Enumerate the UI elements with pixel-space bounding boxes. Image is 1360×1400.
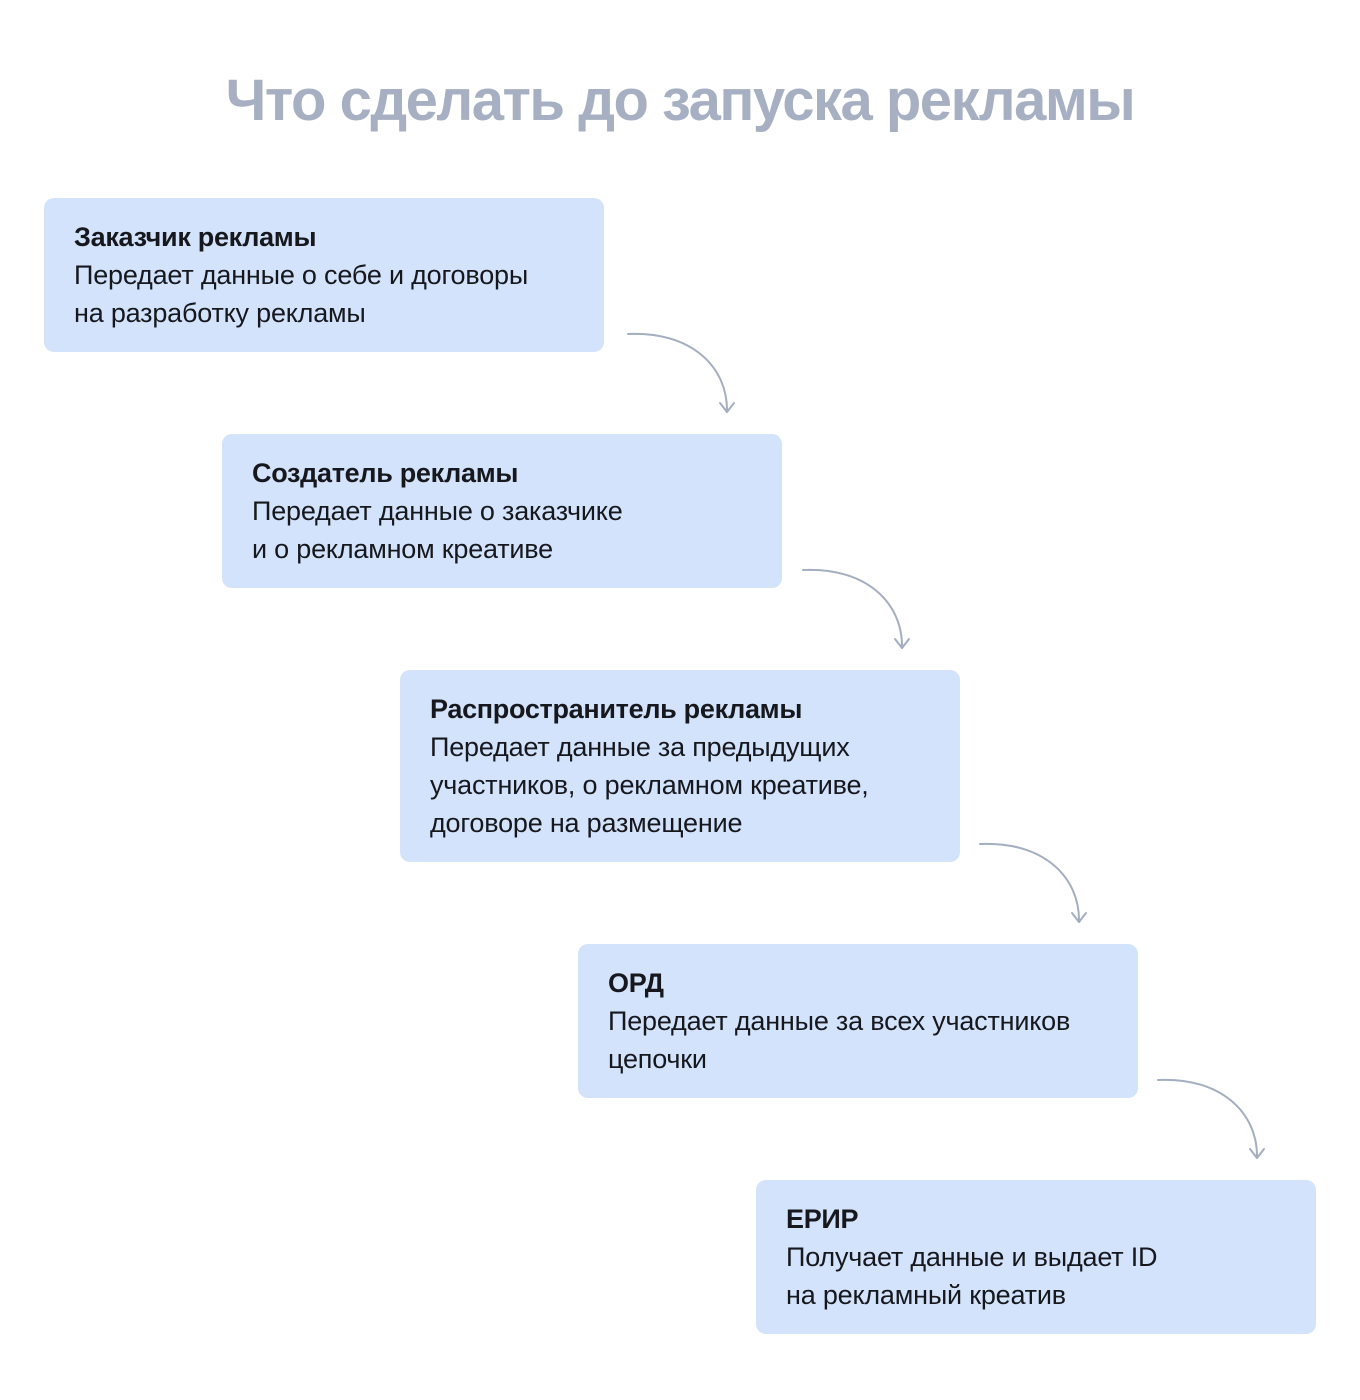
curved-arrow-down-icon bbox=[628, 334, 734, 412]
step-description: Передает данные о заказчике и о рекламном креативе bbox=[252, 496, 623, 564]
step-title: ЕРИР bbox=[786, 1204, 859, 1234]
step-card-erir bbox=[756, 1180, 1316, 1334]
step-title: Создатель рекламы bbox=[252, 458, 519, 488]
step-description: Передает данные за предыдущих участников, о рекламном креативе, договоре на размещение bbox=[430, 732, 869, 838]
step-title: Распространитель рекламы bbox=[430, 694, 803, 724]
step-card-creator bbox=[222, 434, 782, 588]
step-card-distributor bbox=[400, 670, 960, 862]
curved-arrow-down-icon bbox=[1158, 1080, 1264, 1158]
step-card-ord bbox=[578, 944, 1138, 1098]
step-title: Заказчик рекламы bbox=[74, 222, 317, 252]
curved-arrow-down-icon bbox=[803, 570, 909, 648]
step-description: Передает данные за всех участников цепочки bbox=[608, 1006, 1071, 1074]
step-description: Передает данные о себе и договоры на разработку рекламы bbox=[74, 260, 529, 328]
step-card-customer bbox=[44, 198, 604, 352]
page-title: Что сделать до запуска рекламы bbox=[225, 68, 1135, 133]
curved-arrow-down-icon bbox=[980, 844, 1086, 922]
step-title: ОРД bbox=[608, 968, 664, 998]
step-description: Получает данные и выдает ID на рекламный креатив bbox=[786, 1242, 1158, 1310]
